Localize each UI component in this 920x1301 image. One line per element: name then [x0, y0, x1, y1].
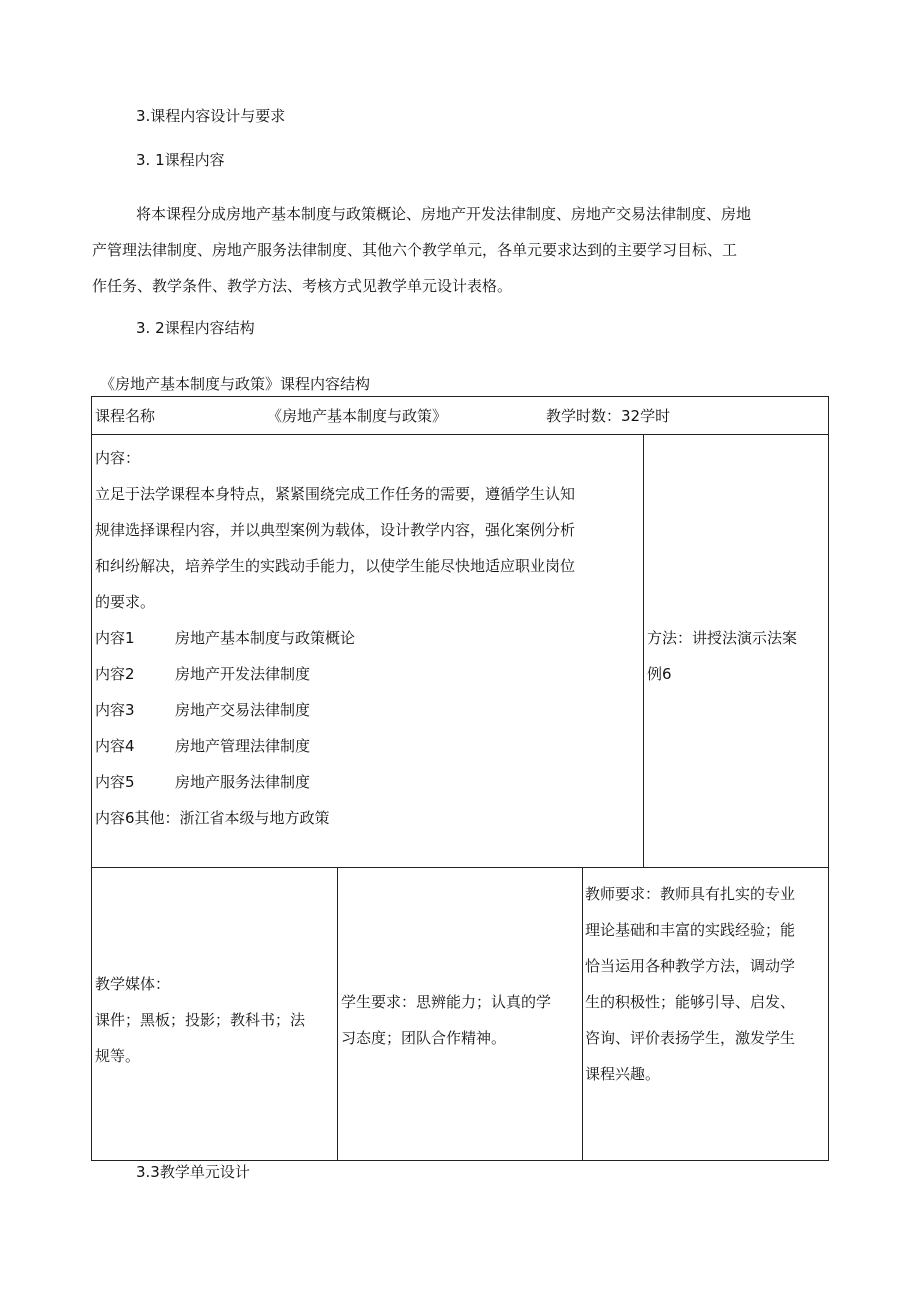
heading-3-3: 3.3教学单元设计 [136, 1163, 250, 1181]
heading-3-2: 3. 2课程内容结构 [136, 319, 255, 337]
intro-line: 产管理法律制度、房地产服务法律制度、其他六个教学单元，各单元要求达到的主要学习目标、工 [92, 241, 738, 259]
content-item-label: 内容5 [95, 773, 135, 791]
content-item-text: 房地产交易法律制度 [175, 701, 311, 719]
media-line: 课件；黑板；投影；教科书；法 [95, 1011, 306, 1029]
method-line: 例6 [647, 665, 672, 683]
content-item-text: 房地产基本制度与政策概论 [175, 629, 356, 647]
teacher-requirement-line: 恰当运用各种教学方法，调动学 [585, 957, 796, 975]
content-item-label: 内容3 [95, 701, 135, 719]
teacher-requirement-line: 理论基础和丰富的实践经验；能 [585, 921, 796, 939]
content-item-text: 房地产管理法律制度 [175, 737, 311, 755]
content-item [95, 764, 310, 800]
student-requirement-line: 习态度；团队合作精神。 [341, 1029, 507, 1047]
content-line: 规律选择课程内容，并以典型案例为载体，设计教学内容，强化案例分析 [95, 521, 576, 539]
content-item-text: 房地产开发法律制度 [175, 665, 311, 683]
teacher-requirement-line: 教师要求：教师具有扎实的专业 [585, 885, 796, 903]
content-item-6: 内容6其他：浙江省本级与地方政策 [95, 809, 330, 827]
student-requirement-line: 学生要求：思辨能力；认真的学 [341, 993, 552, 1011]
content-item [95, 692, 310, 728]
content-item-text: 房地产服务法律制度 [175, 773, 311, 791]
content-item-label: 内容2 [95, 665, 135, 683]
table-divider-media [337, 867, 338, 1161]
teaching-hours: 教学时数：32学时 [546, 407, 671, 425]
table-border-row1 [91, 434, 829, 435]
intro-paragraph [92, 196, 834, 304]
method-line: 方法：讲授法演示法案 [647, 629, 798, 647]
heading-3: 3.课程内容设计与要求 [136, 107, 286, 125]
table-border-left [91, 396, 92, 1161]
content-item [95, 728, 310, 764]
table-border-right [828, 396, 829, 1161]
content-item-label: 内容1 [95, 629, 135, 647]
course-name-value: 《房地产基本制度与政策》 [267, 407, 448, 425]
content-item-label: 内容4 [95, 737, 135, 755]
intro-line: 将本课程分成房地产基本制度与政策概论、房地产开发法律制度、房地产交易法律制度、房地 [136, 205, 752, 223]
teacher-requirement-line: 课程兴趣。 [585, 1065, 661, 1083]
heading-3-1: 3. 1课程内容 [136, 151, 225, 169]
content-line: 和纠纷解决，培养学生的实践动手能力，以使学生能尽快地适应职业岗位 [95, 557, 576, 575]
media-line: 教学媒体： [95, 975, 171, 993]
table-divider-student [582, 867, 583, 1161]
teacher-requirement-line: 生的积极性；能够引导、启发、 [585, 993, 796, 1011]
teacher-requirement-line: 咨询、评价表扬学生，激发学生 [585, 1029, 796, 1047]
content-heading: 内容： [95, 449, 141, 467]
table-border-row2 [91, 867, 829, 868]
content-line: 的要求。 [95, 593, 156, 611]
intro-line: 作任务、教学条件、教学方法、考核方式见教学单元设计表格。 [92, 277, 513, 295]
media-line: 规等。 [95, 1047, 141, 1065]
table-border-top [91, 396, 829, 397]
table-caption: 《房地产基本制度与政策》课程内容结构 [100, 375, 371, 393]
table-divider-method [643, 434, 644, 868]
content-line: 立足于法学课程本身特点，紧紧围绕完成工作任务的需要，遵循学生认知 [95, 485, 576, 503]
content-item [95, 620, 355, 656]
table-border-bottom [91, 1160, 829, 1161]
content-item [95, 656, 310, 692]
course-name-label: 课程名称 [95, 407, 156, 425]
